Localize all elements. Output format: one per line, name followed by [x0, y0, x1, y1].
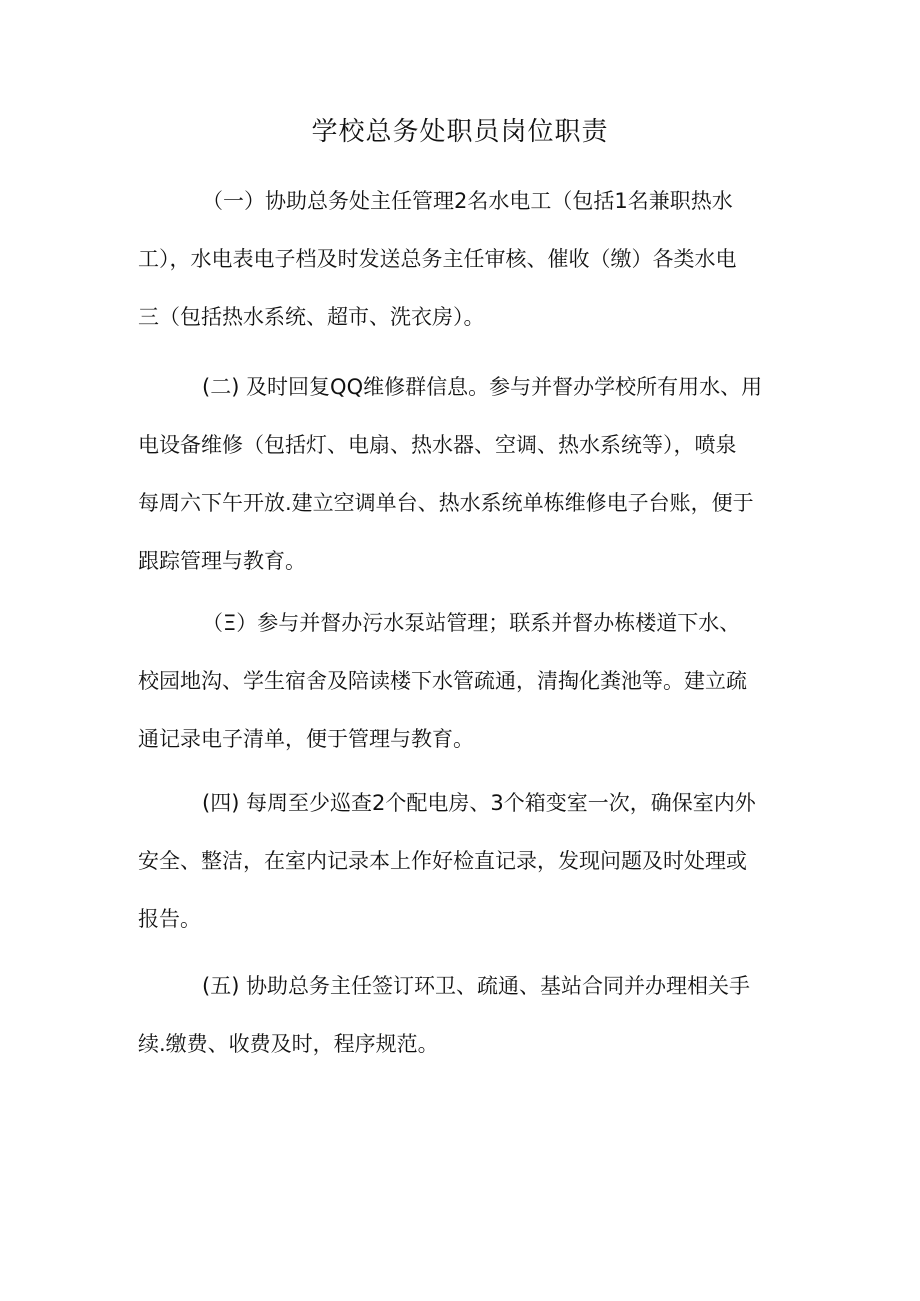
paragraph-5 [138, 957, 778, 1073]
paragraph-1 [138, 172, 778, 346]
paragraph-line: (四) 每周至少巡查2个配电房、3个箱变室一次，确保室内外 [202, 791, 756, 815]
paragraph-line: 三（包括热水系统、超市、洗衣房）。 [138, 305, 485, 329]
paragraph-line: (二) 及时回复QQ维修群信息。参与并督办学校所有用水、用 [202, 375, 763, 399]
paragraph-line: 工），水电表电子档及时发送总务主任审核、催收（缴）各类水电 [138, 247, 737, 271]
paragraph-line: 电设备维修（包括灯、电扇、热水器、空调、热水系统等），喷泉 [138, 433, 737, 457]
paragraph-line: 安全、整洁，在室内记录本上作好检直记录，发现问题及时处理或 [138, 849, 747, 873]
paragraph-line: 校园地沟、学生宿舍及陪读楼下水管疏通，清掏化粪池等。建立疏 [138, 669, 747, 693]
paragraph-2 [138, 358, 778, 590]
paragraph-line: 跟踪管理与教育。 [138, 549, 306, 573]
paragraph-4 [138, 774, 778, 948]
paragraph-line: 每周六下午开放.建立空调单台、热水系统单栋维修电子台账，便于 [138, 491, 754, 515]
paragraph-line: （一）协助总务处主任管理2名水电工（包括1名兼职热水 [202, 189, 733, 213]
paragraph-3 [138, 594, 778, 768]
paragraph-line: 续.缴费、收费及时，程序规范。 [138, 1032, 439, 1056]
paragraph-line: （Ξ）参与并督办污水泵站管理；联系并督办栋楼道下水、 [202, 611, 741, 635]
document-title: 学校总务处职员岗位职责 [311, 117, 609, 147]
paragraph-line: 报告。 [138, 907, 201, 931]
paragraph-line: 通记录电子清单，便于管理与教育。 [138, 727, 474, 751]
paragraph-line: (五) 协助总务主任签订环卫、疏通、基站合同并办理相关手 [202, 974, 751, 998]
